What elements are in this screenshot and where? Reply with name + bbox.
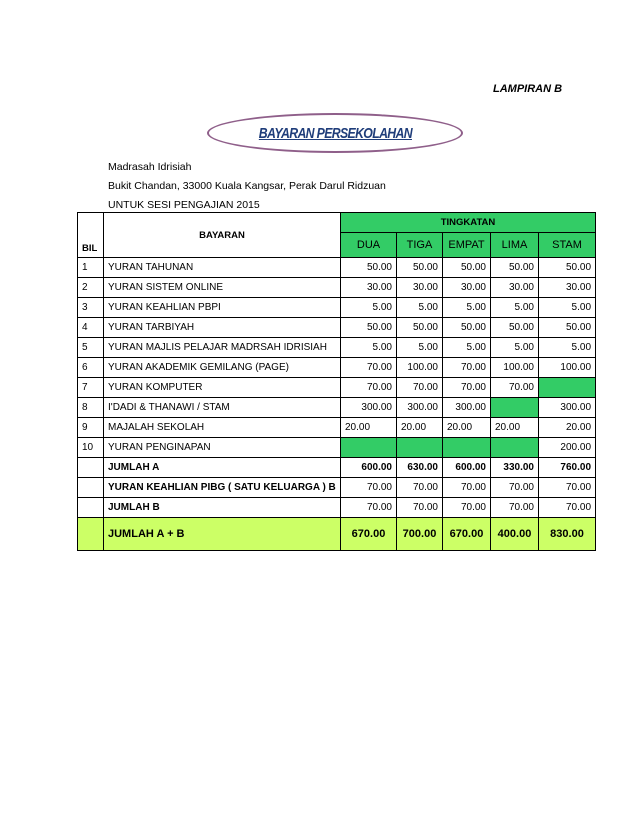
fee-value: 50.00	[397, 258, 443, 278]
fee-name: YURAN KOMPUTER	[104, 378, 341, 398]
row-number: 2	[78, 278, 104, 298]
row-number: 7	[78, 378, 104, 398]
jumlah-b-row	[78, 498, 596, 518]
row-number: 9	[78, 418, 104, 438]
fee-name: YURAN PENGINAPAN	[104, 438, 341, 458]
bayaran-header: BAYARAN	[104, 213, 341, 258]
fee-value: 30.00	[539, 278, 596, 298]
table-row	[78, 378, 596, 398]
fee-value: 100.00	[539, 358, 596, 378]
jumlah-ab-row	[78, 518, 596, 551]
fee-value: 50.00	[341, 318, 397, 338]
fee-value: 20.00	[341, 418, 397, 438]
fee-value: 50.00	[443, 318, 491, 338]
pibg-label: YURAN KEAHLIAN PIBG ( SATU KELUARGA ) B	[104, 478, 341, 498]
jumlah-a-value: 600.00	[341, 458, 397, 478]
fee-value: 20.00	[443, 418, 491, 438]
fee-value: 300.00	[539, 398, 596, 418]
fee-value: 5.00	[539, 338, 596, 358]
table-row	[78, 258, 596, 278]
pibg-value: 70.00	[341, 478, 397, 498]
empty-cell	[397, 438, 443, 458]
fee-value: 300.00	[341, 398, 397, 418]
fee-value: 30.00	[443, 278, 491, 298]
row-number: 5	[78, 338, 104, 358]
table-row	[78, 318, 596, 338]
jumlah-b-value: 70.00	[491, 498, 539, 518]
pibg-value: 70.00	[397, 478, 443, 498]
fee-value: 50.00	[491, 318, 539, 338]
jumlah-b-label: JUMLAH B	[104, 498, 341, 518]
fee-value: 70.00	[397, 378, 443, 398]
level-lima: LIMA	[491, 233, 539, 258]
jumlah-b-value: 70.00	[443, 498, 491, 518]
table-row	[78, 358, 596, 378]
table-row	[78, 338, 596, 358]
table-row	[78, 398, 596, 418]
session-label: UNTUK SESI PENGAJIAN 2015	[108, 199, 260, 211]
jumlah-ab-value: 400.00	[491, 518, 539, 551]
fee-name: YURAN TAHUNAN	[104, 258, 341, 278]
fee-value: 50.00	[397, 318, 443, 338]
fee-value: 30.00	[491, 278, 539, 298]
level-empat: EMPAT	[443, 233, 491, 258]
fee-value: 20.00	[491, 418, 539, 438]
pibg-value: 70.00	[539, 478, 596, 498]
lampiran-label: LAMPIRAN B	[493, 83, 563, 95]
jumlah-b-value: 70.00	[397, 498, 443, 518]
jumlah-ab-value: 700.00	[397, 518, 443, 551]
fee-value: 70.00	[491, 378, 539, 398]
table-header-row	[78, 213, 596, 233]
fee-name: YURAN TARBIYAH	[104, 318, 341, 338]
row-number: 10	[78, 438, 104, 458]
fee-name: YURAN SISTEM ONLINE	[104, 278, 341, 298]
jumlah-a-value: 330.00	[491, 458, 539, 478]
level-dua: DUA	[341, 233, 397, 258]
fee-value: 30.00	[397, 278, 443, 298]
fee-value: 5.00	[443, 298, 491, 318]
jumlah-ab-label: JUMLAH A + B	[104, 518, 341, 551]
jumlah-b-value: 70.00	[539, 498, 596, 518]
fee-name: YURAN MAJLIS PELAJAR MADRSAH IDRISIAH	[104, 338, 341, 358]
pibg-value: 70.00	[443, 478, 491, 498]
level-stam: STAM	[539, 233, 596, 258]
fee-value: 5.00	[491, 298, 539, 318]
page-title: BAYARAN PERSEKOLAHAN	[258, 124, 412, 142]
fee-value: 5.00	[397, 298, 443, 318]
empty-cell	[341, 438, 397, 458]
jumlah-ab-value: 830.00	[539, 518, 596, 551]
fee-value: 20.00	[539, 418, 596, 438]
fee-value: 300.00	[443, 398, 491, 418]
bil-header: BIL	[78, 213, 104, 258]
fee-table	[77, 212, 596, 551]
pibg-row	[78, 478, 596, 498]
fee-name: YURAN KEAHLIAN PBPI	[104, 298, 341, 318]
fee-value: 50.00	[443, 258, 491, 278]
school-address: Bukit Chandan, 33000 Kuala Kangsar, Perak Darul Ridzuan	[108, 180, 386, 192]
jumlah-a-value: 760.00	[539, 458, 596, 478]
fee-value: 5.00	[443, 338, 491, 358]
empty-cell	[491, 438, 539, 458]
jumlah-b-value: 70.00	[341, 498, 397, 518]
row-number: 4	[78, 318, 104, 338]
fee-value: 70.00	[443, 358, 491, 378]
fee-name: I'DADI & THANAWI / STAM	[104, 398, 341, 418]
title-oval	[207, 113, 463, 153]
fee-value: 70.00	[341, 378, 397, 398]
row-number: 1	[78, 258, 104, 278]
jumlah-ab-value: 670.00	[341, 518, 397, 551]
table-row	[78, 418, 596, 438]
fee-value: 5.00	[341, 338, 397, 358]
table-row	[78, 298, 596, 318]
empty-cell	[539, 378, 596, 398]
jumlah-a-label: JUMLAH A	[104, 458, 341, 478]
jumlah-a-row	[78, 458, 596, 478]
fee-name: MAJALAH SEKOLAH	[104, 418, 341, 438]
fee-value: 5.00	[397, 338, 443, 358]
fee-value: 50.00	[491, 258, 539, 278]
jumlah-a-value: 600.00	[443, 458, 491, 478]
fee-value: 5.00	[491, 338, 539, 358]
fee-value: 20.00	[397, 418, 443, 438]
fee-value: 100.00	[491, 358, 539, 378]
pibg-value: 70.00	[491, 478, 539, 498]
tingkatan-header: TINGKATAN	[341, 213, 596, 233]
level-tiga: TIGA	[397, 233, 443, 258]
jumlah-ab-value: 670.00	[443, 518, 491, 551]
fee-value: 50.00	[341, 258, 397, 278]
fee-value: 5.00	[341, 298, 397, 318]
row-number: 3	[78, 298, 104, 318]
fee-value: 30.00	[341, 278, 397, 298]
fee-value: 70.00	[443, 378, 491, 398]
table-row	[78, 438, 596, 458]
jumlah-a-value: 630.00	[397, 458, 443, 478]
fee-value: 70.00	[341, 358, 397, 378]
empty-cell	[491, 398, 539, 418]
fee-value: 50.00	[539, 318, 596, 338]
empty-cell	[443, 438, 491, 458]
fee-value: 50.00	[539, 258, 596, 278]
fee-value: 300.00	[397, 398, 443, 418]
fee-value: 5.00	[539, 298, 596, 318]
fee-value: 200.00	[539, 438, 596, 458]
fee-value: 100.00	[397, 358, 443, 378]
table-row	[78, 278, 596, 298]
row-number: 6	[78, 358, 104, 378]
fee-name: YURAN AKADEMIK GEMILANG (PAGE)	[104, 358, 341, 378]
school-name: Madrasah Idrisiah	[108, 161, 192, 173]
row-number: 8	[78, 398, 104, 418]
